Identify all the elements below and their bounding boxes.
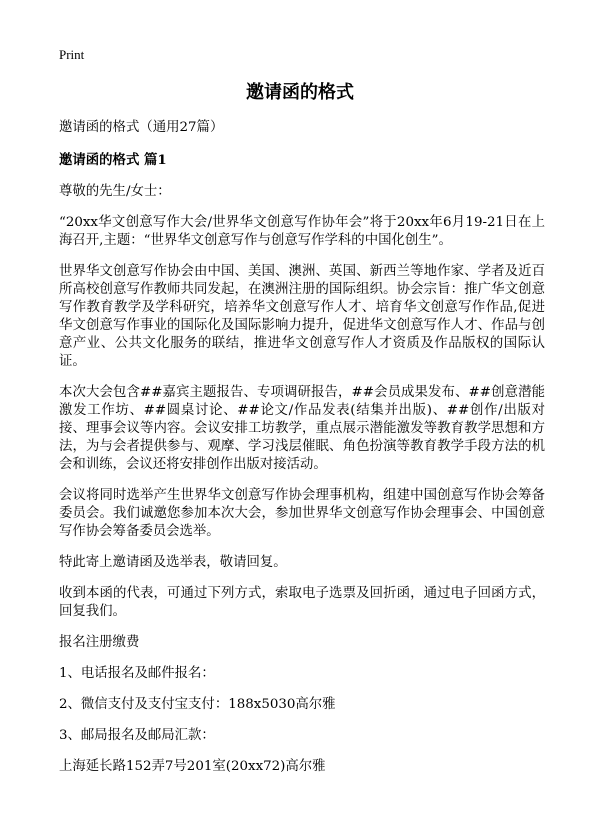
paragraph-association: 世界华文创意写作协会由中国、美国、澳洲、英国、新西兰等地作家、学者及近百所高校创意写作教师共同发起，在澳洲注册的国际组织。协会宗旨：推广华文创意写作教育教学及学科研究，培养华文创意写作人才、培育华文创意写作作品,促进华文创意写作事业的国际化及国际影响力提升，促进华文创意写作人才、作品与创意产业、公共文化服务的联结，推进华文创意写作人才资质及作品版权的国际认证。 — [59, 264, 545, 369]
postal-address: 上海延长路152弄7号201室(20xx72)高尔雅 — [59, 759, 326, 774]
paragraph-reply-method: 收到本函的代表，可通过下列方式，索取电子选票及回折函，通过电子回函方式，回复我们。 — [59, 586, 545, 619]
paragraph-agenda: 本次大会包含##嘉宾主题报告、专项调研报告，##会员成果发布、##创意潜能激发工作坊、##圆桌讨论、##论文/作品发表(结集并出版)、##创作/出版对接、理事会议等内容。会议安排工坊教学，重点展示潜能激发等教育教学思想和方法，为与会者提供参与、观摩、学习浅层催眠、角色扮演等教育教学手段方法的机会和训练，会议还将安排创作出版对接活动。 — [59, 385, 545, 472]
paragraph-intro: “20xx华文创意写作大会/世界华文创意写作协年会”将于20xx年6月19-21日在上海召开,主题：“世界华文创意写作与创意写作学科的中国化创生”。 — [59, 215, 545, 248]
registration-item-post: 3、邮局报名及邮局汇款： — [59, 728, 215, 743]
salutation: 尊敬的先生/女士： — [59, 184, 171, 199]
document-subtitle: 邀请函的格式（通用27篇） — [59, 120, 224, 135]
section-title: 邀请函的格式 篇1 — [59, 152, 167, 168]
page-title: 邀请函的格式 — [246, 82, 354, 103]
registration-heading: 报名注册缴费 — [59, 635, 140, 650]
registration-item-phone: 1、电话报名及邮件报名： — [59, 666, 215, 681]
print-link[interactable]: Print — [59, 47, 85, 62]
paragraph-election: 会议将同时选举产生世界华文创意写作协会理事机构，组建中国创意写作协会筹备委员会。我们诚邀您参加本次大会，参加世界华文创意写作协会理事会、中国创意写作协会筹备委员会选举。 — [59, 488, 545, 539]
registration-item-payment: 2、微信支付及支付宝支付：188x5030高尔雅 — [59, 697, 336, 712]
document-body — [59, 119, 545, 789]
paragraph-reply-request: 特此寄上邀请函及选举表，敬请回复。 — [59, 555, 287, 570]
